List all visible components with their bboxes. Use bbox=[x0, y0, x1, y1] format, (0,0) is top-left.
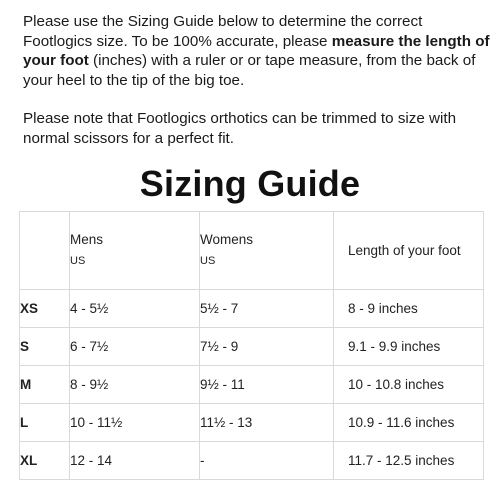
size-label: L bbox=[20, 404, 70, 442]
header-womens-label: Womens bbox=[200, 232, 254, 247]
mens-size-cell: 8 - 9½ bbox=[70, 366, 200, 404]
intro-text-end: (inches) with a ruler or or tape measure, from the back of your heel to the tip of the big toe. bbox=[23, 52, 476, 89]
mens-size-cell: 4 - 5½ bbox=[70, 290, 200, 328]
header-womens bbox=[200, 212, 334, 290]
header-mens-unit: US bbox=[70, 255, 86, 267]
table-row bbox=[20, 366, 484, 404]
page-title: Sizing Guide bbox=[139, 163, 361, 204]
intro-emphasis: measure the length of your foot bbox=[23, 32, 490, 69]
womens-size-cell: 7½ - 9 bbox=[200, 328, 334, 366]
mens-size-cell: 10 - 11½ bbox=[70, 404, 200, 442]
sizing-table bbox=[19, 211, 484, 480]
header-corner-cell bbox=[20, 212, 70, 290]
foot-length-cell: 10 - 10.8 inches bbox=[334, 366, 484, 404]
womens-size-cell: 11½ - 13 bbox=[200, 404, 334, 442]
foot-length-cell: 9.1 - 9.9 inches bbox=[334, 328, 484, 366]
header-mens bbox=[70, 212, 200, 290]
foot-length-cell: 11.7 - 12.5 inches bbox=[334, 442, 484, 480]
table-row bbox=[20, 404, 484, 442]
size-label: S bbox=[20, 328, 70, 366]
table-row bbox=[20, 442, 484, 480]
mens-size-cell: 6 - 7½ bbox=[70, 328, 200, 366]
womens-size-cell: - bbox=[200, 442, 334, 480]
table-row bbox=[20, 290, 484, 328]
size-label: M bbox=[20, 366, 70, 404]
table-row bbox=[20, 328, 484, 366]
header-mens-label: Mens bbox=[70, 232, 104, 247]
foot-length-cell: 8 - 9 inches bbox=[334, 290, 484, 328]
table-header-row bbox=[20, 212, 484, 290]
intro-text-start: Please use the Sizing Guide below to determine the correct Footlogics size. To be 100% accurate, please bbox=[23, 13, 423, 50]
size-label: XS bbox=[20, 290, 70, 328]
foot-length-cell: 10.9 - 11.6 inches bbox=[334, 404, 484, 442]
womens-size-cell: 9½ - 11 bbox=[200, 366, 334, 404]
mens-size-cell: 12 - 14 bbox=[70, 442, 200, 480]
header-length: Length of your foot bbox=[334, 212, 484, 290]
intro-text bbox=[23, 12, 493, 148]
womens-size-cell: 5½ - 7 bbox=[200, 290, 334, 328]
size-label: XL bbox=[20, 442, 70, 480]
intro-paragraph-measure bbox=[23, 12, 493, 90]
intro-paragraph-trim: Please note that Footlogics orthotics can be trimmed to size with normal scissors for a perfect fit. bbox=[23, 110, 457, 147]
header-womens-unit: US bbox=[200, 255, 216, 267]
